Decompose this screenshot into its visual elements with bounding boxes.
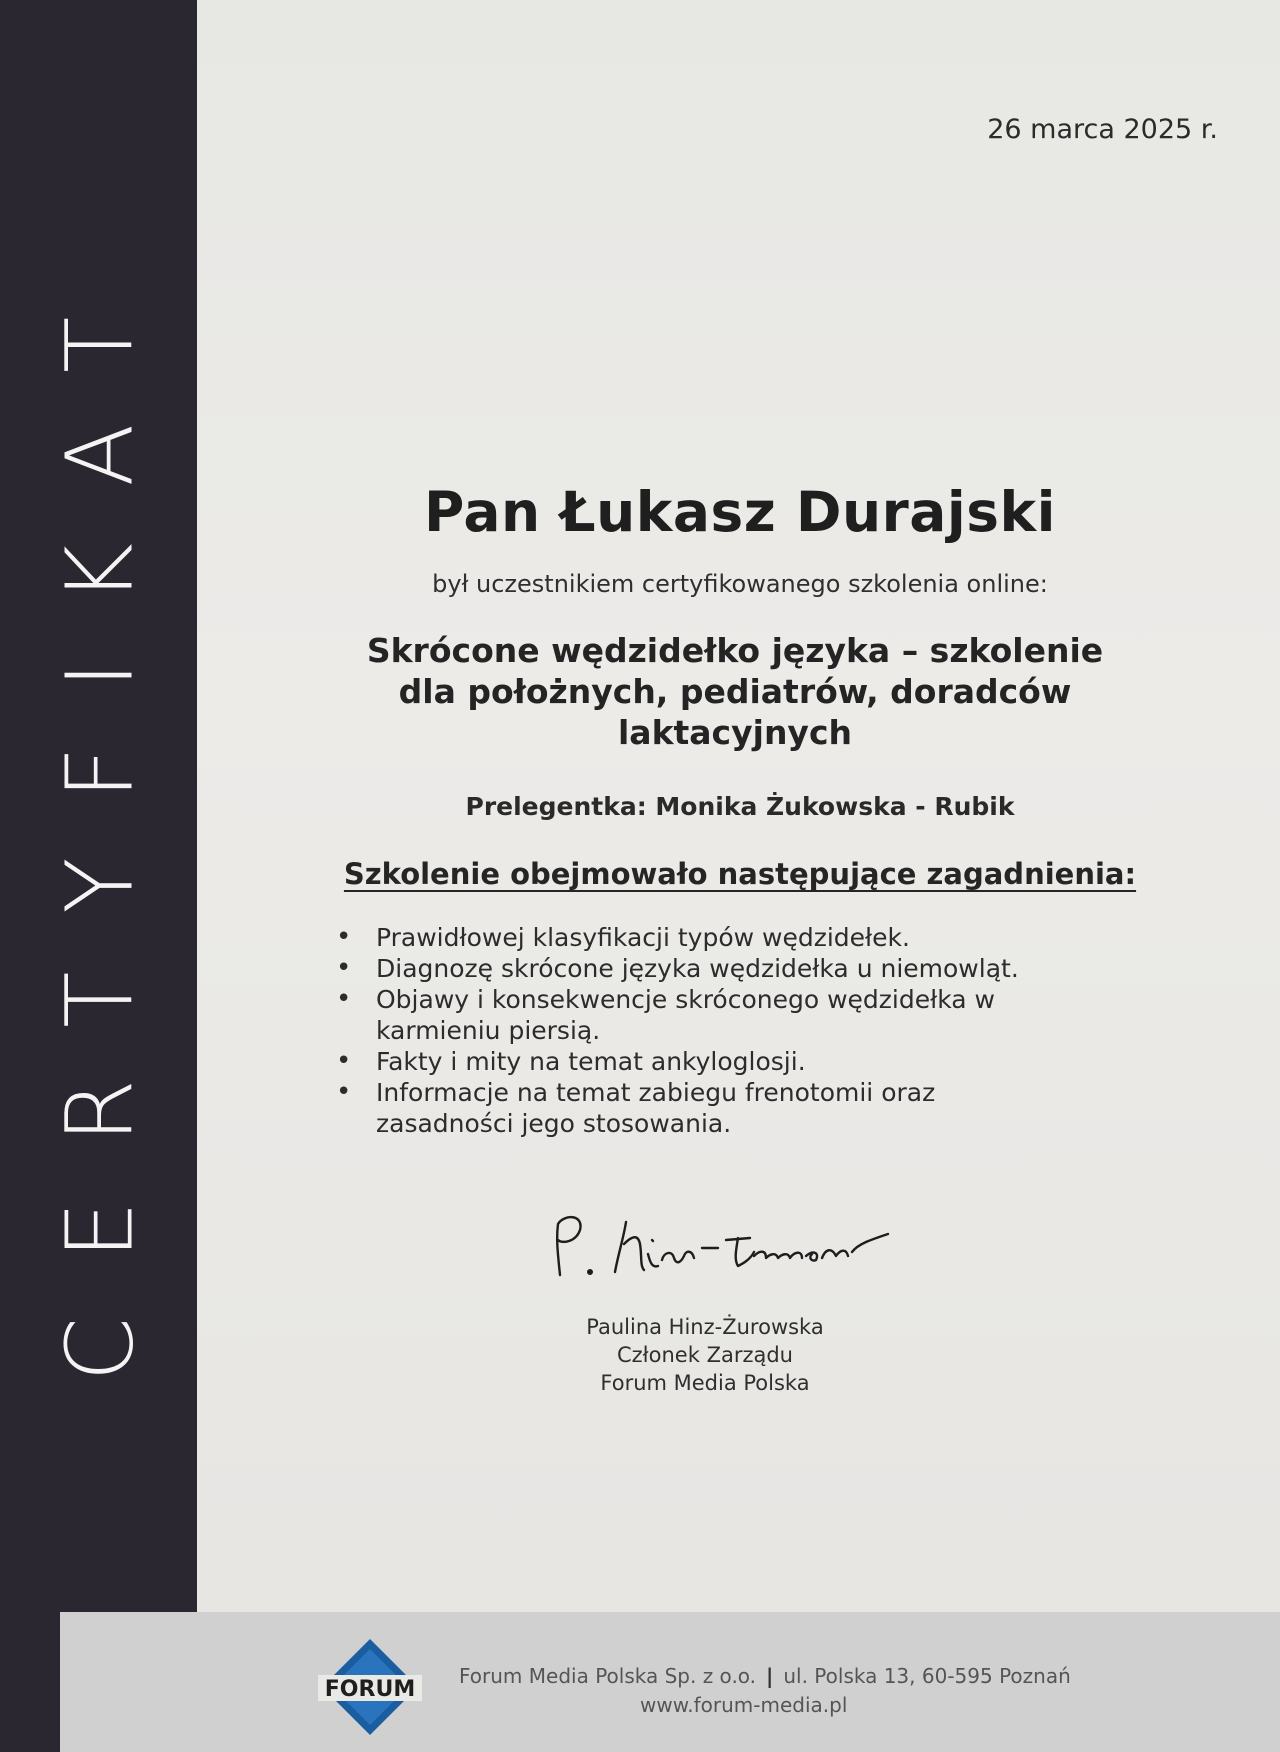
signer-name: Paulina Hinz-Żurowska — [586, 1315, 824, 1339]
footer-separator: | — [766, 1664, 774, 1688]
course-title: Skrócone wędzidełko języka – szkolenie dla położnych, pediatrów, doradców laktacyjnych — [366, 631, 1104, 752]
topic-item: • Informacje na temat zabiegu frenotomii oraz zasadności jego stosowania. — [336, 1077, 1076, 1139]
topics-heading: Szkolenie obejmowało następujące zagadnienia: — [343, 857, 1137, 891]
side-title: CERTYFIKAT — [46, 258, 154, 1382]
handwritten-signature — [540, 1200, 900, 1290]
intro-text: był uczestnikiem certyfikowanego szkolenia online: — [432, 570, 1048, 598]
topic-item: • Fakty i mity na temat ankyloglosji. — [336, 1046, 1076, 1077]
footer-company-line — [459, 1664, 1071, 1688]
footer-company: Forum Media Polska Sp. z o.o. — [459, 1664, 757, 1688]
side-bar — [0, 0, 197, 1752]
recipient-name: Pan Łukasz Durajski — [424, 480, 1056, 544]
signer-organization: Forum Media Polska — [600, 1371, 810, 1395]
issue-date: 26 marca 2025 r. — [987, 114, 1218, 145]
logo-text: FORUM — [324, 1677, 416, 1702]
topic-item: • Objawy i konsekwencje skróconego wędzidełka w karmieniu piersią. — [336, 984, 1076, 1046]
topics-list — [336, 922, 1076, 1139]
speaker: Prelegentka: Monika Żukowska - Rubik — [465, 792, 1015, 821]
footer-address: ul. Polska 13, 60-595 Poznań — [783, 1664, 1071, 1688]
topic-item: • Prawidłowej klasyfikacji typów wędzidełek. — [336, 922, 1076, 953]
topic-item: • Diagnozę skrócone języka wędzidełka u niemowląt. — [336, 953, 1076, 984]
signer-block — [505, 1313, 905, 1397]
signer-role: Członek Zarządu — [617, 1343, 793, 1367]
forum-logo — [318, 1635, 422, 1739]
footer-website: www.forum-media.pl — [640, 1693, 848, 1717]
